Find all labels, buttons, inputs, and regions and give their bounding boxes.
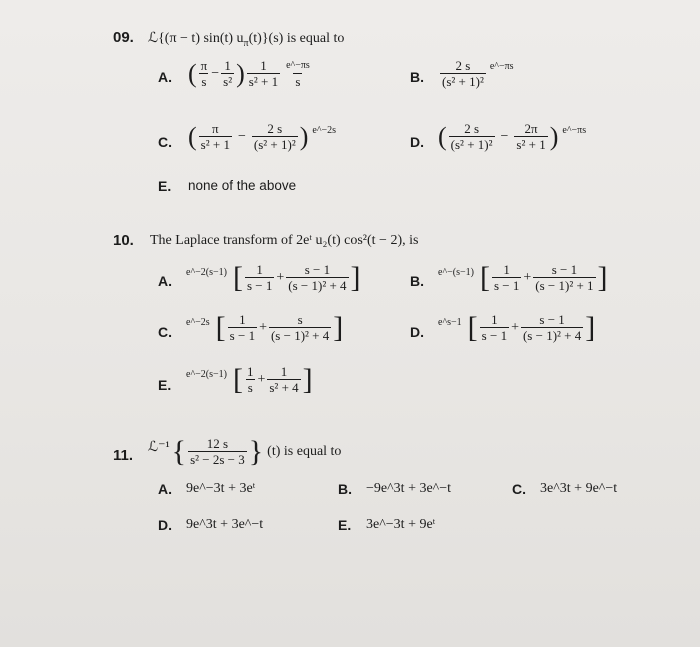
fraction: $\frac{\pi}{s}$	[200, 58, 208, 89]
q11-option-a-label[interactable]: A.	[158, 481, 172, 497]
q10-option-d-expression[interactable]: e^s−1 [ $\frac{1}{s - 1}$ + $\frac{s - 1}{\text{(s − 1)² + 4}}$ ]	[438, 310, 596, 344]
q09-option-d-label[interactable]: D.	[410, 134, 424, 150]
stem-prefix: ℒ{(π − t) sin(t) u	[148, 31, 244, 46]
exponential: e^−2s	[312, 125, 337, 136]
question-10-number: 10.	[113, 232, 134, 249]
q09-option-c-label[interactable]: C.	[158, 134, 172, 150]
q09-option-b-expression[interactable]	[438, 58, 514, 89]
paren-open: (	[188, 58, 197, 88]
question-11-stem: ℒ⁻¹ { $\frac{12 s}{\text{s² − 2s − 3}}$ } (t) is equal to	[148, 434, 342, 468]
q11-option-d-text[interactable]: 9e^3t + 3e^−t	[186, 517, 264, 532]
q10-option-e-expression[interactable]: e^−2(s−1) [ $\frac{1}{s}$ + $\frac{1}{\text{s² + 4}}$ ]	[186, 362, 313, 396]
stem-suffix: (t)}(s) is equal to	[248, 31, 345, 46]
fraction: $\frac{1}{\text{s² + 1}}$	[248, 58, 279, 89]
paren-close: )	[236, 58, 245, 88]
q10-option-a-label[interactable]: A.	[158, 273, 172, 289]
q09-option-e-label[interactable]: E.	[158, 178, 172, 194]
q11-option-d-label[interactable]: D.	[158, 517, 172, 533]
q10-option-b-label[interactable]: B.	[410, 273, 424, 289]
stem-suffix: (t) is equal to	[267, 443, 342, 459]
question-10-stem: The Laplace transform of 2eᵗ u₂(t) cos²(t − 2), is	[150, 233, 419, 248]
inverse-laplace-symbol: ℒ⁻¹	[148, 440, 170, 455]
q11-option-c-label[interactable]: C.	[512, 481, 526, 497]
q11-option-e-text[interactable]: 3e^−3t + 9eᵗ	[366, 517, 436, 532]
q09-option-a-expression[interactable]: ( $\frac{\pi}{s}$ − $\frac{1}{\text{s²}}$ ) $\frac{1}{\text{s² + 1}}$ $\frac{e\^{}-\pi s}{s}$	[188, 58, 310, 89]
q10-option-e-label[interactable]: E.	[158, 377, 172, 393]
q09-option-c-expression[interactable]: ( $\frac{\pi}{\text{s² + 1}}$ − $\frac{2 s}{\text{(s² + 1)²}}$ ) e^−2s	[188, 121, 337, 152]
q11-option-e-label[interactable]: E.	[338, 517, 352, 533]
exponential-prefactor: e^−2s	[186, 317, 210, 328]
exponential-prefactor: e^−2(s−1)	[186, 267, 227, 278]
question-09-number: 09.	[113, 29, 134, 46]
q11-option-b-text[interactable]: −9e^3t + 3e^−t	[366, 481, 452, 496]
exponential: e^−πs	[562, 125, 587, 136]
fraction: $\frac{2 s}{\text{(s² + 1)²}}$	[442, 58, 484, 89]
q09-option-b-label[interactable]: B.	[410, 69, 424, 85]
q10-option-d-label[interactable]: D.	[410, 324, 424, 340]
q11-option-a-text[interactable]: 9e^−3t + 3eᵗ	[186, 481, 256, 496]
question-11-number: 11.	[113, 447, 134, 464]
fraction: $\frac{1}{\text{s²}}$	[223, 58, 233, 89]
exponential: e^−πs	[489, 61, 514, 72]
q10-option-a-expression[interactable]: e^−2(s−1) [ $\frac{1}{s - 1}$ + $\frac{s - 1}{\text{(s − 1)² + 4}}$ ]	[186, 260, 361, 294]
q10-option-c-expression[interactable]: e^−2s [ $\frac{1}{s - 1}$ + $\frac{s}{\text{(s − 1)² + 4}}$ ]	[186, 310, 344, 344]
exponential-prefactor: e^−2(s−1)	[186, 369, 227, 380]
exponential-prefactor: e^s−1	[438, 317, 462, 328]
q09-option-e-text[interactable]: none of the above	[188, 178, 297, 193]
q09-option-a-label[interactable]: A.	[158, 69, 172, 85]
q10-option-c-label[interactable]: C.	[158, 324, 172, 340]
question-09-stem	[148, 30, 344, 49]
stem-subscript: π	[243, 37, 249, 49]
q09-option-d-expression[interactable]: ( $\frac{2 s}{\text{(s² + 1)²}}$ − $\frac{2\pi}{\text{s² + 1}}$ ) e^−πs	[438, 121, 587, 152]
q11-option-c-text[interactable]: 3e^3t + 9e^−t	[540, 481, 618, 496]
exponential-prefactor: e^−(s−1)	[438, 267, 474, 278]
fraction: $\frac{e\^{}-\pi s}{s}$	[286, 60, 310, 89]
q11-option-b-label[interactable]: B.	[338, 481, 352, 497]
q10-option-b-expression[interactable]: e^−(s−1) [ $\frac{1}{s - 1}$ + $\frac{s - 1}{\text{(s − 1)² + 1}}$ ]	[438, 260, 608, 294]
